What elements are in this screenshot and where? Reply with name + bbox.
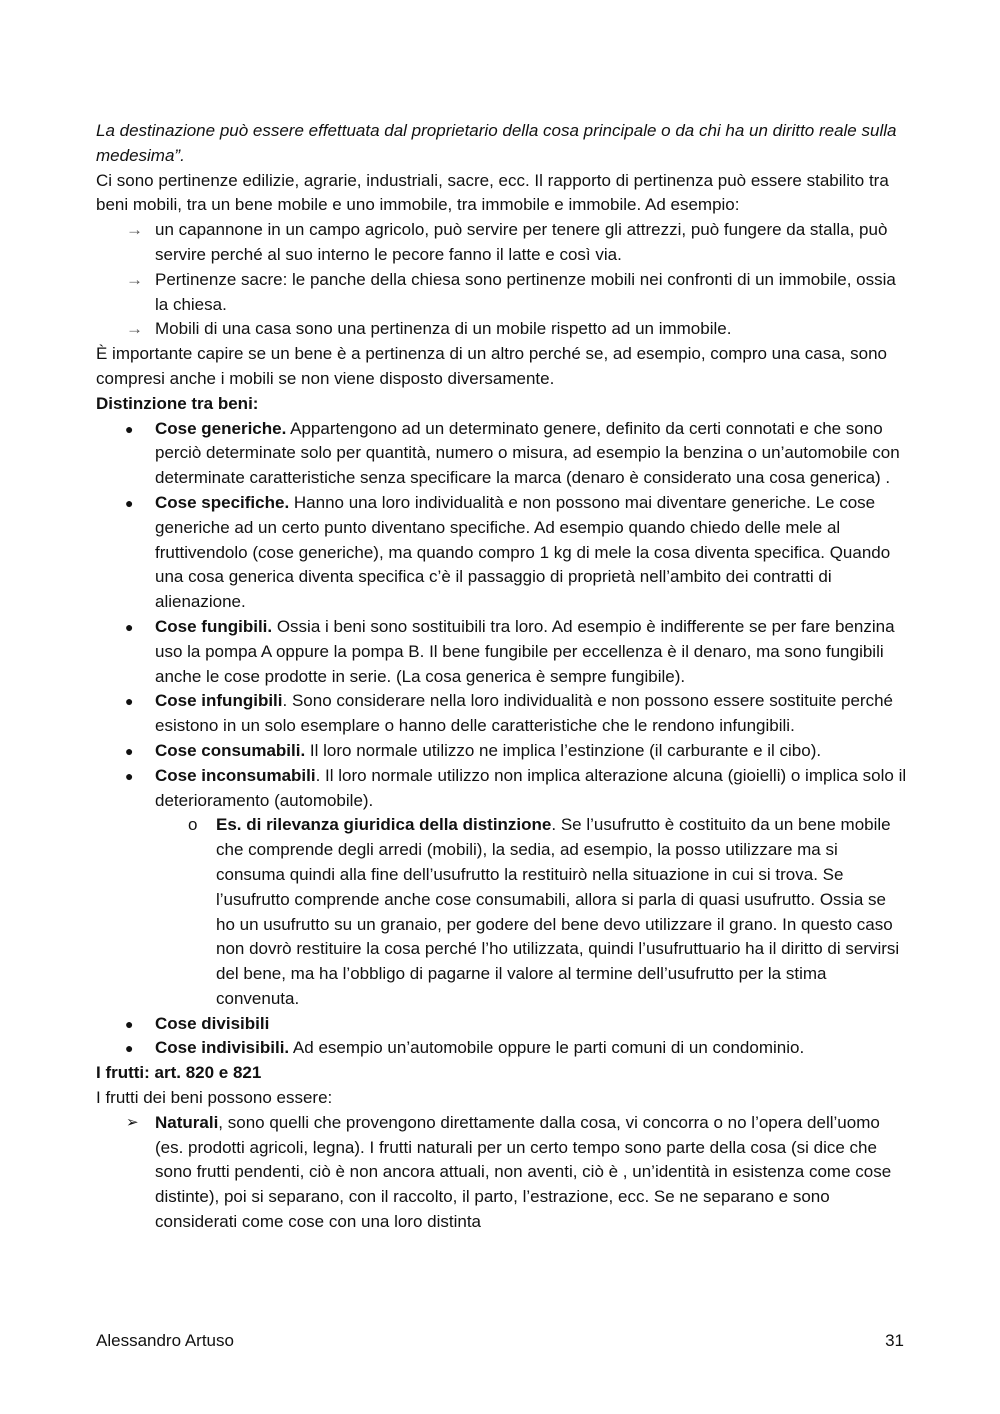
- distinction-item: [96, 615, 908, 689]
- example-item: [96, 268, 908, 318]
- distinction-term: Cose divisibili: [155, 1013, 270, 1033]
- bullet-icon: ●: [125, 742, 134, 759]
- circle-bullet-icon: o: [188, 815, 198, 835]
- arrow-icon: →: [126, 319, 143, 339]
- distinction-item: [96, 689, 908, 739]
- distinction-item: [96, 491, 908, 615]
- bullet-icon: ●: [125, 420, 134, 437]
- distinction-text: . Sono considerare nella loro individualità e non possono essere sostituite perché esistono in un solo esemplare o hanno delle caratteristiche che le rendono infungibili.: [155, 691, 893, 736]
- intro-italic-line: La destinazione può essere effettuata dal proprietario della cosa principale o da chi ha un diritto reale sulla medesima”.: [96, 121, 897, 165]
- arrow-icon: →: [126, 220, 143, 240]
- importance-paragraph: È importante capire se un bene è a pertinenza di un altro perché se, ad esempio, compro una casa, sono compresi anche i mobili se non viene disposto diversamente.: [96, 344, 887, 388]
- distinction-text: Ossia i beni sono sostituibili tra loro. Ad esempio è indifferente se per fare benzina uso la pompa A oppure la pompa B. Il bene fungibile per eccellenza è il denaro, ma sono fungibili anche le cose prodotte in serie. (La cosa generica è sempre fungibile).: [155, 616, 895, 686]
- bullet-icon: ●: [125, 693, 134, 710]
- bullet-icon: ●: [125, 494, 134, 511]
- distinction-term: Cose specifiche.: [155, 492, 290, 512]
- distinction-text: Hanno una loro individualità e non possono mai diventare generiche. Le cose generiche ad un certo punto diventano specifiche. Ad esempio quando chiedo delle mele al fruttivendolo (cose generiche), ma quando compro 1 kg di mele la cosa diventa specifica. Quando una cosa generica diventa specifica c’è il passaggio di proprietà nell’ambito dei contratti di alienazione.: [155, 492, 891, 612]
- page-number: 31: [885, 1331, 904, 1350]
- sub-item-term: Es. di rilevanza giuridica della distinzione: [216, 815, 552, 835]
- distinction-term: Cose generiche.: [155, 418, 287, 438]
- distinction-text: Ad esempio un’automobile oppure le parti comuni di un condominio.: [289, 1038, 805, 1058]
- triangle-arrow-icon: ➢: [126, 1113, 139, 1131]
- footer-author: Alessandro Artuso: [96, 1331, 234, 1350]
- example-text: Pertinenze sacre: le panche della chiesa sono pertinenze mobili nei confronti di un immobile, ossia la chiesa.: [155, 269, 896, 314]
- arrow-icon: →: [126, 269, 143, 289]
- example-item: [96, 218, 908, 268]
- fruit-text: , sono quelli che provengono direttamente dalla cosa, vi concorra o no l’opera dell’uomo (es. prodotti agricoli, legna). I frutti naturali per un certo tempo sono parte della cosa (si dice che sono frutti pendenti, ciò è non ancora attuali, non aventi, ciò è , un’identità in esistenza come cose distinte), poi si separano, con il raccolto, il parto, l’estrazione, ecc. Se ne separano e sono considerati come cose con una loro distinta: [155, 1112, 892, 1232]
- distinction-term: Cose inconsumabili: [155, 765, 316, 785]
- fruit-item: [96, 1111, 908, 1235]
- bullet-icon: ●: [125, 1040, 134, 1057]
- distinction-text: Appartengono ad un determinato genere, definito da certi connotati e che sono perciò determinate solo per quantità, numero o misura, ad esempio la benzina o un’automobile con determinate caratteristiche senza specificare la marca (denaro è considerato una cosa generica) .: [155, 418, 900, 488]
- bullet-icon: ●: [125, 1015, 134, 1032]
- distinction-item: [96, 417, 908, 491]
- distinction-item: [96, 1012, 908, 1037]
- fruits-intro: I frutti dei beni possono essere:: [96, 1088, 333, 1108]
- distinction-term: Cose consumabili.: [155, 740, 306, 760]
- distinction-item: [96, 1036, 908, 1061]
- sub-item: [96, 813, 908, 1011]
- example-text: Mobili di una casa sono una pertinenza di un mobile rispetto ad un immobile.: [155, 319, 732, 339]
- fruit-term: Naturali: [155, 1112, 219, 1132]
- distinction-item: [96, 739, 908, 764]
- distinction-term: Cose indivisibili.: [155, 1038, 290, 1058]
- distinction-term: Cose infungibili: [155, 691, 283, 711]
- distinction-item: [96, 764, 908, 814]
- document-page: [96, 119, 908, 1235]
- fruits-heading: I frutti: art. 820 e 821: [96, 1063, 262, 1083]
- distinction-heading: Distinzione tra beni:: [96, 393, 259, 413]
- bullet-icon: ●: [125, 618, 134, 635]
- example-text: un capannone in un campo agricolo, può servire per tenere gli attrezzi, può fungere da stalla, può servire perché al suo interno le pecore fanno il latte e così via.: [155, 220, 888, 264]
- distinction-text: Il loro normale utilizzo ne implica l’estinzione (il carburante e il cibo).: [305, 740, 822, 760]
- example-item: [96, 317, 908, 342]
- distinction-text: . Il loro normale utilizzo non implica alterazione alcuna (gioielli) o implica solo il deterioramento (automobile).: [155, 765, 907, 810]
- intro-paragraph: Ci sono pertinenze edilizie, agrarie, industriali, sacre, ecc. Il rapporto di pertinenza può essere stabilito tra beni mobili, tra un bene mobile e uno immobile, tra immobile e immobile. Ad esempio:: [96, 170, 889, 215]
- sub-item-text: . Se l’usufrutto è costituito da un bene mobile che comprende degli arredi (mobili), la sedia, ad esempio, la posso utilizzare ma si consuma quindi alla fine dell’usufrutto la restituirò nella situazione in cui si trova. Se l’usufrutto comprende anche cose consumabili, allora si parla di quasi usufrutto. Ossia se ho un usufrutto su un granaio, per godere del bene devo utilizzare il grano. In questo caso non dovrò restituire la cosa perché l’ho utilizzata, quindi l’usufruttuario ha il diritto di servirsi del bene, ma ha l’obbligo di pagarne il valore al termine dell’usufrutto per la stima convenuta.: [216, 815, 900, 1008]
- bullet-icon: ●: [125, 767, 134, 784]
- distinction-term: Cose fungibili.: [155, 616, 273, 636]
